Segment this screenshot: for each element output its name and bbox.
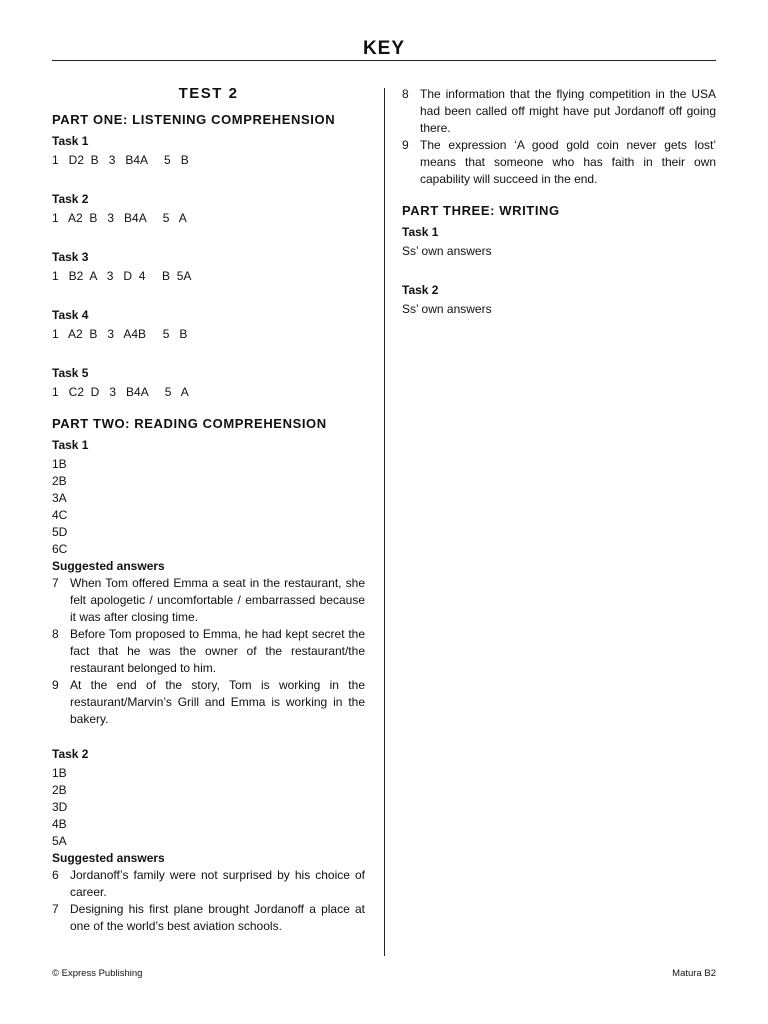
item-text: Designing his first plane brought Jordanoff a place at one of the world’s best aviation schools.	[70, 902, 365, 933]
part-three-heading: PART THREE: WRITING	[402, 203, 560, 218]
suggested-answer	[52, 867, 365, 901]
part-two-heading: PART TWO: READING COMPREHENSION	[52, 416, 327, 431]
task-heading: Task 5	[52, 366, 89, 380]
answer-text: Ss’ own answers	[402, 244, 492, 258]
item-text: When Tom offered Emma a seat in the restaurant, she felt apologetic / uncomfortable / embarrassed because it was after closing time.	[70, 576, 365, 624]
task-heading: Task 3	[52, 250, 89, 264]
suggested-answer	[52, 677, 365, 728]
part-one-task-3	[52, 249, 365, 285]
answer-line: 1 A2 B 3 B4A 5 A	[52, 211, 187, 225]
answer-item: 4B	[52, 817, 67, 831]
answer-item: 1B	[52, 457, 67, 471]
test-title: TEST 2	[178, 85, 239, 102]
suggested-answer	[52, 575, 365, 626]
item-number: 9	[52, 678, 59, 692]
answer-item: 6C	[52, 542, 68, 556]
item-text: The expression ‘A good gold coin never gets lost’ means that someone who has faith in their own capability will succeed in the end.	[420, 138, 716, 186]
task-heading: Task 2	[52, 192, 89, 206]
task-heading: Task 2	[52, 747, 89, 761]
answer-item: 3A	[52, 491, 67, 505]
suggested-answers-heading: Suggested answers	[52, 851, 165, 865]
answer-item: 5D	[52, 525, 68, 539]
item-text: Before Tom proposed to Emma, he had kept secret the fact that he was the owner of the restaurant/the restaurant belonged to him.	[70, 627, 365, 675]
suggested-answer	[52, 626, 365, 677]
task-heading: Task 2	[402, 283, 439, 297]
footer-publisher: © Express Publishing	[52, 968, 143, 979]
task-heading: Task 1	[52, 134, 89, 148]
answer-item: 3D	[52, 800, 68, 814]
answer-line: 1 C2 D 3 B4A 5 A	[52, 385, 189, 399]
item-number: 7	[52, 576, 59, 590]
task-heading: Task 4	[52, 308, 89, 322]
answer-item: 4C	[52, 508, 68, 522]
item-text: At the end of the story, Tom is working in the restaurant/Marvin’s Grill and Emma is working in the bakery.	[70, 678, 365, 726]
answer-line: 1 A2 B 3 A4B 5 B	[52, 327, 188, 341]
answer-item: 2B	[52, 783, 67, 797]
left-column	[52, 84, 365, 935]
answer-item: 2B	[52, 474, 67, 488]
item-number: 6	[52, 868, 59, 882]
item-text: The information that the flying competition in the USA had been called off might have put Jordanoff off going there.	[420, 87, 716, 135]
answer-text: Ss’ own answers	[402, 302, 492, 316]
suggested-answer	[52, 901, 365, 935]
part-one-task-2	[52, 191, 365, 227]
suggested-answer	[402, 86, 716, 137]
page-title: KEY	[362, 38, 406, 59]
item-number: 7	[52, 902, 59, 916]
title-divider	[52, 60, 716, 61]
right-column	[402, 86, 716, 318]
answer-item: 1B	[52, 766, 67, 780]
column-divider	[384, 88, 385, 956]
task-heading: Task 1	[52, 438, 89, 452]
answer-line: 1 D2 B 3 B4A 5 B	[52, 153, 189, 167]
part-one-task-5	[52, 365, 365, 401]
item-text: Jordanoff’s family were not surprised by his choice of career.	[70, 868, 365, 899]
part-one-task-4	[52, 307, 365, 343]
item-number: 9	[402, 138, 409, 152]
part-one-task-1	[52, 133, 365, 169]
answer-item: 5A	[52, 834, 67, 848]
suggested-answer	[402, 137, 716, 188]
part-one-heading: PART ONE: LISTENING COMPREHENSION	[52, 112, 336, 127]
item-number: 8	[52, 627, 59, 641]
footer-course: Matura B2	[672, 968, 716, 979]
item-number: 8	[402, 87, 409, 101]
suggested-answers-heading: Suggested answers	[52, 559, 165, 573]
task-heading: Task 1	[402, 225, 439, 239]
answer-line: 1 B2 A 3 D 4 B 5A	[52, 269, 192, 283]
